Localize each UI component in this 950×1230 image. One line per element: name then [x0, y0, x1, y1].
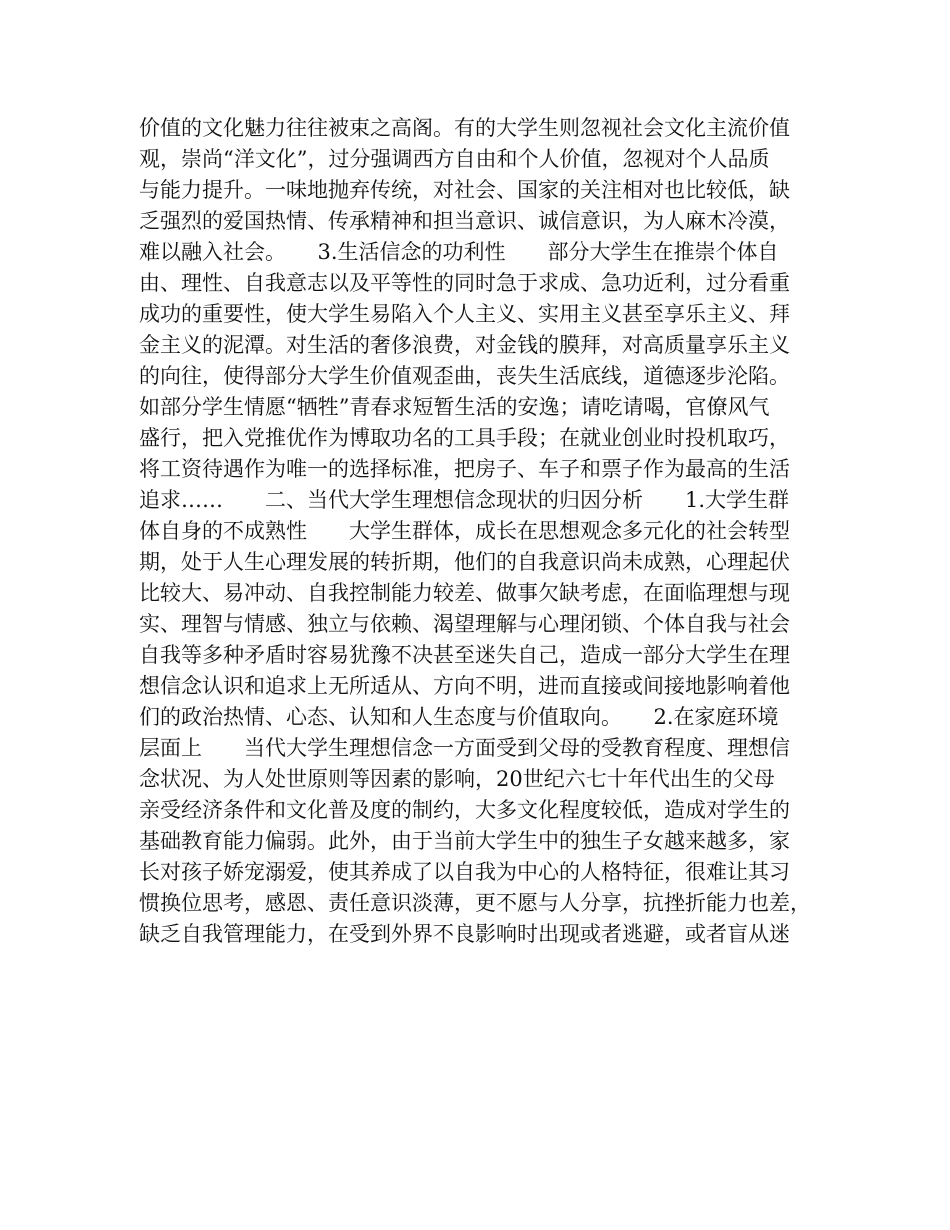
text-line-17: 实、理智与情感、独立与依赖、渴望理解与心理闭锁、个体自我与社会 [139, 612, 790, 636]
text-line-23: 亲受经济条件和文化普及度的制约，大多文化程度较低，造成对学生的 [139, 798, 790, 822]
text-line-25: 长对孩子娇宠溺爱，使其养成了以自我为中心的人格特征，很难让其习 [139, 860, 790, 884]
text-line-24: 基础教育能力偏弱。此外，由于当前大学生中的独生子女越来越多，家 [139, 829, 790, 853]
text-line-26: 惯换位思考，感恩、责任意识淡薄，更不愿与人分享，抗挫折能力也差， [139, 891, 811, 915]
text-line-5: 难以融入社会。 3.生活信念的功利性 部分大学生在推崇个体自 [139, 240, 779, 264]
text-line-6: 由、理性、自我意志以及平等性的同时急于求成、急功近利，过分看重 [139, 271, 790, 295]
text-line-19: 想信念认识和追求上无所适从、方向不明，进而直接或间接地影响着他 [139, 674, 790, 698]
text-line-9: 的向往，使得部分大学生价值观歪曲，丧失生活底线，道德逐步沦陷。 [139, 364, 790, 388]
text-line-8: 金主义的泥潭。对生活的奢侈浪费，对金钱的膜拜，对高质量享乐主义 [139, 333, 790, 357]
text-line-1: 价值的文化魅力往往被束之高阁。有的大学生则忽视社会文化主流价值 [139, 116, 790, 140]
text-line-11: 盛行，把入党推优作为博取功名的工具手段；在就业创业时投机取巧， [139, 426, 790, 450]
text-line-20: 们的政治热情、心态、认知和人生态度与价值取向。 2.在家庭环境 [139, 705, 779, 729]
text-line-27: 缺乏自我管理能力，在受到外界不良影响时出现或者逃避，或者盲从迷 [139, 922, 790, 946]
text-line-7: 成功的重要性，使大学生易陷入个人主义、实用主义甚至享乐主义、拜 [139, 302, 790, 326]
text-line-21: 层面上 当代大学生理想信念一方面受到父母的受教育程度、理想信 [139, 736, 790, 760]
text-line-22: 念状况、为人处世原则等因素的影响，20世纪六七十年代出生的父母 [139, 767, 775, 791]
text-line-12: 将工资待遇作为唯一的选择标准，把房子、车子和票子作为最高的生活 [139, 457, 790, 481]
text-line-13: 追求…… 二、当代大学生理想信念现状的归因分析 1.大学生群 [139, 488, 790, 512]
text-line-3: 与能力提升。一味地抛弃传统，对社会、国家的关注相对也比较低，缺 [139, 178, 790, 202]
text-line-14: 体自身的不成熟性 大学生群体，成长在思想观念多元化的社会转型 [139, 519, 790, 543]
text-line-15: 期，处于人生心理发展的转折期，他们的自我意识尚未成熟，心理起伏 [139, 550, 790, 574]
body-text [139, 113, 829, 950]
text-line-18: 自我等多种矛盾时容易犹豫不决甚至迷失自己，造成一部分大学生在理 [139, 643, 790, 667]
text-line-16: 比较大、易冲动、自我控制能力较差、做事欠缺考虑，在面临理想与现 [139, 581, 790, 605]
text-line-2: 观，崇尚“洋文化”，过分强调西方自由和个人价值，忽视对个人品质 [139, 147, 770, 171]
text-line-4: 乏强烈的爱国热情、传承精神和担当意识、诚信意识，为人麻木冷漠， [139, 209, 790, 233]
text-line-10: 如部分学生情愿“牺牲”青春求短暂生活的安逸；请吃请喝，官僚风气 [139, 395, 770, 419]
